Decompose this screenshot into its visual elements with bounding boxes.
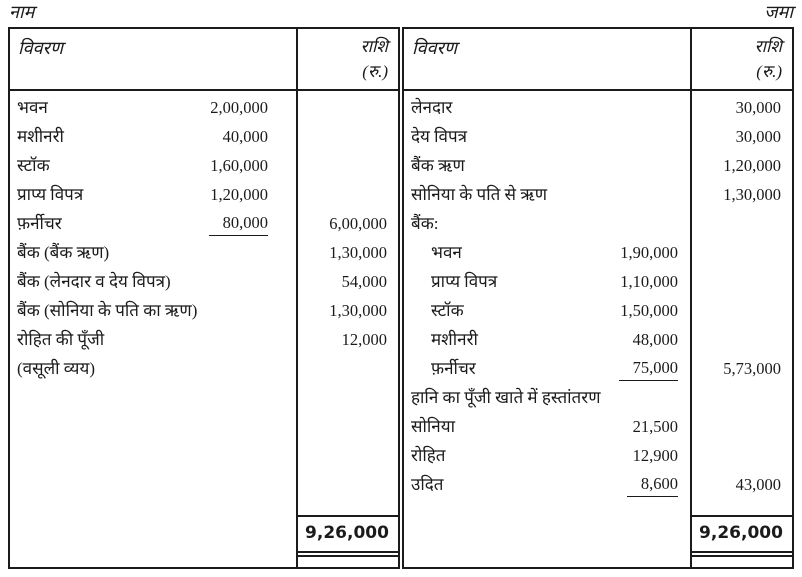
debit-column-divider bbox=[296, 29, 298, 567]
entry-description bbox=[10, 296, 296, 325]
entry-description bbox=[404, 470, 690, 499]
debit-total-amount: 9,26,000 bbox=[296, 515, 398, 553]
amount-header bbox=[690, 29, 792, 89]
table-row bbox=[404, 296, 792, 325]
entry-description bbox=[10, 151, 296, 180]
debit-total-row bbox=[10, 515, 398, 553]
entry-label: रोहित की पूँजी bbox=[17, 330, 105, 349]
entry-label: रोहित bbox=[411, 446, 446, 465]
entry-amount bbox=[690, 325, 792, 354]
table-row bbox=[404, 354, 792, 383]
entry-inner-amount: 48,000 bbox=[632, 330, 678, 349]
table-row bbox=[404, 267, 792, 296]
table-row bbox=[404, 151, 792, 180]
table-row bbox=[10, 354, 398, 383]
entry-label: बैंक (सोनिया के पति का ऋण) bbox=[17, 301, 198, 320]
entry-label: बैंक: bbox=[411, 214, 439, 233]
entry-label: सोनिया के पति से ऋण bbox=[411, 185, 548, 204]
entry-inner-amount: 80,000 bbox=[209, 209, 268, 236]
entry-amount bbox=[690, 238, 792, 267]
entry-description bbox=[10, 238, 296, 267]
entry-label: उदित bbox=[411, 475, 444, 494]
entry-amount bbox=[690, 412, 792, 441]
table-row bbox=[10, 296, 398, 325]
entry-amount bbox=[296, 93, 398, 122]
entry-description bbox=[404, 296, 690, 325]
amount-header-line1: राशि bbox=[360, 37, 388, 56]
debit-total-spacer bbox=[10, 515, 296, 553]
entry-amount: 30,000 bbox=[735, 98, 781, 117]
entry-description bbox=[404, 383, 690, 412]
ledger-table-debit-side bbox=[8, 27, 400, 569]
amount-header-line1: राशि bbox=[754, 37, 782, 56]
entry-amount: 54,000 bbox=[341, 272, 387, 291]
debit-rows bbox=[10, 91, 398, 515]
entry-description bbox=[404, 122, 690, 151]
entry-label: फ़र्नीचर bbox=[431, 359, 476, 378]
entry-label: प्राप्य विपत्र bbox=[431, 272, 498, 291]
table-row bbox=[10, 325, 398, 354]
entry-amount: 6,00,000 bbox=[329, 214, 387, 233]
entry-amount bbox=[690, 296, 792, 325]
entry-description bbox=[10, 122, 296, 151]
credit-bottom-gap bbox=[404, 559, 792, 567]
debit-double-rule-line bbox=[296, 553, 398, 557]
table-row bbox=[404, 383, 792, 412]
table-row bbox=[10, 238, 398, 267]
entry-amount bbox=[690, 267, 792, 296]
entry-amount: 1,30,000 bbox=[329, 301, 387, 320]
table-row bbox=[10, 209, 398, 238]
debit-bottom-gap bbox=[10, 559, 398, 567]
credit-total-amount: 9,26,000 bbox=[690, 515, 792, 553]
details-header: विवरण bbox=[18, 38, 64, 58]
entry-amount bbox=[690, 383, 792, 412]
entry-inner-amount: 12,900 bbox=[632, 446, 678, 465]
entry-description bbox=[404, 93, 690, 122]
entry-description bbox=[404, 209, 690, 238]
table-row bbox=[404, 180, 792, 209]
table-row bbox=[10, 267, 398, 296]
entry-inner-amount: 2,00,000 bbox=[210, 98, 268, 117]
entry-amount bbox=[296, 122, 398, 151]
entry-amount: 5,73,000 bbox=[723, 359, 781, 378]
entry-label: देय विपत्र bbox=[411, 127, 468, 146]
entry-description bbox=[10, 325, 296, 354]
entry-label: भवन bbox=[17, 98, 48, 117]
entry-amount bbox=[296, 151, 398, 180]
entry-inner-amount: 1,10,000 bbox=[620, 272, 678, 291]
entry-description bbox=[404, 325, 690, 354]
table-row bbox=[404, 441, 792, 470]
ledger-table-credit-side bbox=[402, 27, 794, 569]
credit-total-row bbox=[404, 515, 792, 553]
entry-amount: 30,000 bbox=[735, 127, 781, 146]
table-row bbox=[10, 122, 398, 151]
table-row bbox=[404, 412, 792, 441]
entry-amount: 1,20,000 bbox=[723, 156, 781, 175]
entry-amount bbox=[296, 180, 398, 209]
entry-description bbox=[404, 354, 690, 383]
cr-side-label: जमा bbox=[764, 2, 793, 22]
credit-double-rule-line bbox=[690, 553, 792, 557]
entry-label: बैंक (बैंक ऋण) bbox=[17, 243, 110, 262]
entry-inner-amount: 1,50,000 bbox=[620, 301, 678, 320]
entry-label: (वसूली व्यय) bbox=[17, 359, 95, 378]
entry-description bbox=[10, 267, 296, 296]
entry-description bbox=[10, 354, 296, 383]
entry-description bbox=[404, 238, 690, 267]
dr-side-label: नाम bbox=[9, 2, 35, 22]
entry-description bbox=[10, 180, 296, 209]
entry-amount bbox=[690, 209, 792, 238]
table-row bbox=[404, 325, 792, 354]
details-header: विवरण bbox=[412, 38, 458, 58]
entry-label: मशीनरी bbox=[431, 330, 478, 349]
entry-label: बैंक ऋण bbox=[411, 156, 465, 175]
entry-description bbox=[404, 412, 690, 441]
entry-label: बैंक (लेनदार व देय विपत्र) bbox=[17, 272, 171, 291]
entry-inner-amount: 1,20,000 bbox=[210, 185, 268, 204]
entry-label: फ़र्नीचर bbox=[17, 214, 62, 233]
entry-amount: 12,000 bbox=[341, 330, 387, 349]
credit-rows bbox=[404, 91, 792, 515]
entry-inner-amount: 21,500 bbox=[632, 417, 678, 436]
entry-label: सोनिया bbox=[411, 417, 455, 436]
credit-total-spacer bbox=[404, 515, 690, 553]
ledger-table bbox=[8, 27, 794, 569]
entry-label: स्टॉक bbox=[431, 301, 464, 320]
credit-header-row bbox=[404, 29, 792, 91]
entry-description bbox=[404, 180, 690, 209]
credit-column-divider bbox=[690, 29, 692, 567]
table-row bbox=[404, 93, 792, 122]
entry-amount bbox=[296, 354, 398, 383]
table-row bbox=[10, 151, 398, 180]
entry-description bbox=[10, 209, 296, 238]
amount-header-line2: (रु.) bbox=[756, 62, 782, 81]
entry-inner-amount: 40,000 bbox=[222, 127, 268, 146]
entry-description bbox=[10, 93, 296, 122]
table-row bbox=[404, 122, 792, 151]
entry-inner-amount: 1,90,000 bbox=[620, 243, 678, 262]
entry-label: मशीनरी bbox=[17, 127, 64, 146]
entry-label: लेनदार bbox=[411, 98, 453, 117]
entry-label: स्टॉक bbox=[17, 156, 50, 175]
entry-amount bbox=[690, 441, 792, 470]
entry-inner-amount: 75,000 bbox=[619, 354, 678, 381]
entry-description bbox=[404, 151, 690, 180]
amount-header bbox=[296, 29, 398, 89]
table-row bbox=[404, 238, 792, 267]
entry-label: प्राप्य विपत्र bbox=[17, 185, 84, 204]
table-row bbox=[10, 180, 398, 209]
entry-inner-amount: 8,600 bbox=[627, 470, 678, 497]
entry-amount: 43,000 bbox=[735, 475, 781, 494]
table-row bbox=[404, 470, 792, 499]
entry-amount: 1,30,000 bbox=[723, 185, 781, 204]
entry-inner-amount: 1,60,000 bbox=[210, 156, 268, 175]
entry-description bbox=[404, 441, 690, 470]
entry-amount: 1,30,000 bbox=[329, 243, 387, 262]
debit-header-row bbox=[10, 29, 398, 91]
amount-header-line2: (रु.) bbox=[362, 62, 388, 81]
entry-label: हानि का पूँजी खाते में हस्तांतरण bbox=[411, 388, 601, 407]
table-row bbox=[404, 209, 792, 238]
table-row bbox=[10, 93, 398, 122]
entry-description bbox=[404, 267, 690, 296]
entry-label: भवन bbox=[431, 243, 462, 262]
